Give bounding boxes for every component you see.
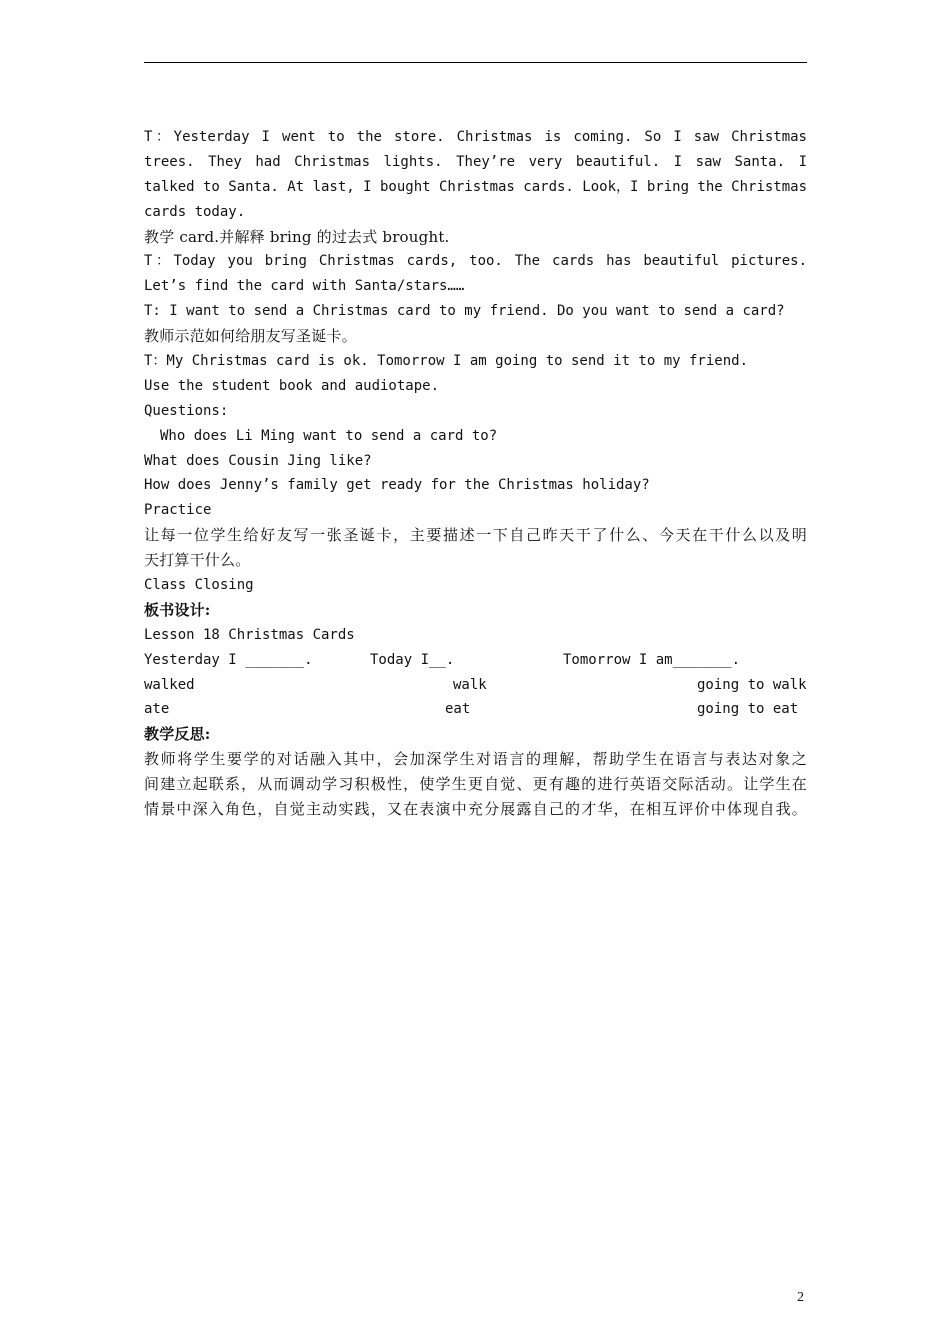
page-number: 2 [797,1290,804,1305]
board-row [144,697,807,722]
header-rule [144,62,807,63]
question-item: Who does Li Ming want to send a card to? [160,427,498,444]
text-line: cards today. [144,203,246,220]
board-cell: Tomorrow I am_______. [563,651,741,668]
text-line: 天打算干什么。 [144,551,251,570]
reflection-line: 教师将学生要学的对话融入其中，会加深学生对语言的理解，帮助学生在语言与表达对象之 [144,750,807,769]
text-line: 教师示范如何给朋友写圣诞卡。 [144,327,357,346]
board-cell: ate [144,701,170,718]
text-line: 教学 card.并解释 bring 的过去式 brought. [144,227,450,246]
text-line: Let’s find the card with Santa/stars…… [144,278,465,295]
text-line: Use the student book and audiotape. [144,377,440,394]
reflection-line: 情景中深入角色，自觉主动实践，又在表演中充分展露自己的才华，在相互评价中体现自我。 [144,800,807,819]
text-line: T：Yesterday I went to the store. Christmas is coming. So I saw Christmas [144,129,807,145]
board-row [144,673,807,698]
reflection-line: 间建立起联系，从而调动学习积极性，使学生更自觉、更有趣的进行英语交际活动。让学生在 [144,775,807,794]
board-cell: walked [144,676,195,693]
text-line: T：My Christmas card is ok. Tomorrow I am going to send it to my friend. [144,353,749,370]
lesson-content [144,125,807,822]
questions-heading: Questions: [144,402,229,419]
board-row [144,648,807,673]
question-item: How does Jenny’s family get ready for the Christmas holiday? [144,477,650,494]
board-design-heading: 板书设计: [144,600,211,619]
text-line: T：Today you bring Christmas cards, too. The cards has beautiful pictures. [144,253,807,270]
board-cell: walk [453,676,487,693]
board-cell: eat [445,701,471,718]
board-cell: Yesterday I _______. [144,651,313,668]
text-line: T: I want to send a Christmas card to my friend. Do you want to send a card? [144,303,785,320]
question-item: What does Cousin Jing like? [144,452,372,469]
reflection-heading: 教学反思: [144,725,211,744]
board-cell: going to walk [697,676,807,693]
lesson-title: Lesson 18 Christmas Cards [144,626,355,643]
practice-heading: Practice [144,502,212,519]
class-closing-heading: Class Closing [144,577,254,594]
board-cell: going to eat [697,701,799,718]
text-line: 让每一位学生给好友写一张圣诞卡，主要描述一下自己昨天干了什么、今天在干什么以及明 [144,526,807,545]
text-line: trees. They had Christmas lights. They’re very beautiful. I saw Santa. I [144,153,807,170]
board-cell: Today I__. [370,651,455,668]
text-line: talked to Santa. At last, I bought Christmas cards. Look，I bring the Christmas [144,178,807,195]
